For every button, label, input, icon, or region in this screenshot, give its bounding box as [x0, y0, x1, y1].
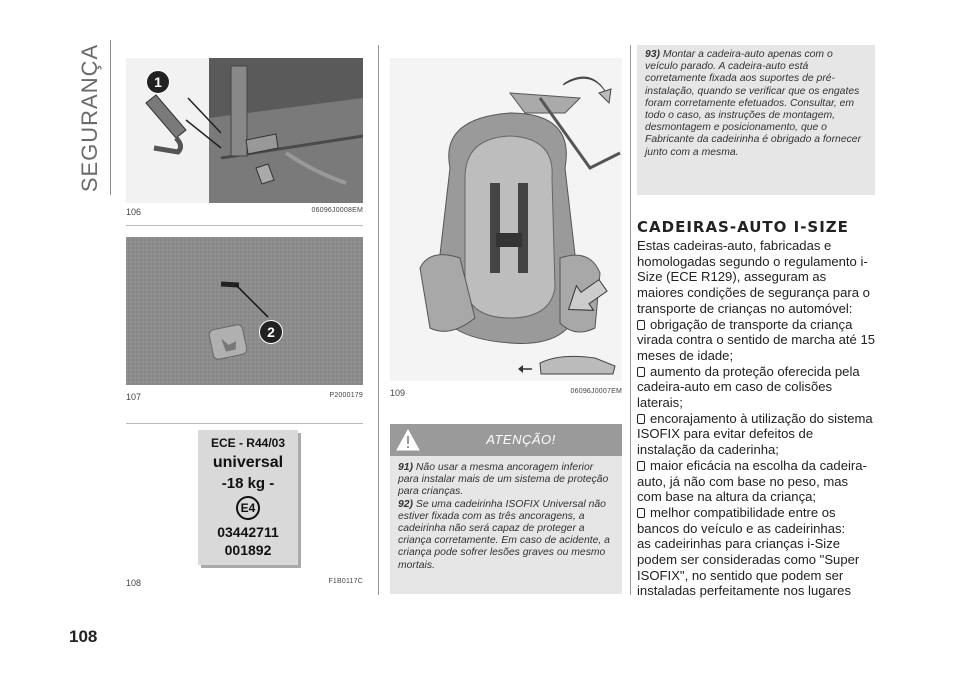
note-93-num: 93) [645, 49, 661, 60]
section-header: SEGURANÇA [77, 43, 102, 193]
section-intro: Estas cadeiras-auto, fabricadas e homologadas segundo o regulamento i-Size (ECE R129), asseguram as maiores condições de segurança para o transporte de crianças no automóvel: [637, 238, 870, 316]
figure-107-caption [126, 392, 363, 404]
figure-109-caption [390, 388, 622, 400]
callout-2: 2 [259, 320, 283, 344]
warning-header [390, 424, 622, 456]
figure-106-number: 106 [126, 207, 142, 217]
warning-item-91-num: 91) [398, 462, 414, 473]
ece-e4-mark [198, 496, 298, 518]
e4-circle-icon: E4 [236, 496, 260, 520]
warning-item-92-text: Se uma cadeirinha ISOFIX Universal não estiver fixada com as três ancoragens, a cadeirinha não será capaz de proteger a criança corretamente. Em caso de acidente, a criança pode sofrer lesões graves ou mesmo mortais. [398, 498, 610, 571]
section-title: CADEIRAS-AUTO I-SIZE [637, 218, 849, 236]
figure-106-code: 06096J0008EM [311, 207, 363, 214]
figure-107-isofix-marker [126, 237, 363, 385]
warning-item-92 [398, 499, 614, 572]
bullet-box-icon [637, 320, 645, 330]
bullet-box-icon [637, 461, 645, 471]
ece-homologation-label [198, 430, 298, 565]
bullet-box-icon [637, 367, 645, 377]
figure-109-number: 109 [390, 388, 406, 398]
figure-divider-2 [126, 423, 363, 424]
bullet-box-icon [637, 508, 645, 518]
bullet-item: melhor compatibilidade entre os bancos do veículo e as cadeirinhas: [637, 504, 846, 536]
figure-109-child-seat [390, 58, 622, 381]
figure-109-code: 06096J0007EM [570, 388, 622, 395]
figure-108-caption [126, 578, 363, 590]
bullet-item: aumento da proteção oferecida pela cadeira-auto em caso de colisões laterais; [637, 363, 860, 411]
ece-approval-number: 03442711 [217, 524, 279, 540]
warning-body [390, 456, 622, 594]
ece-universal: universal [212, 454, 284, 471]
seat-fabric-marker-illustration [126, 237, 363, 385]
bullet-item: encorajamento à utilização do sistema ISOFIX para evitar defeitos de instalação da caderinha; [637, 410, 873, 458]
bullet-item: obrigação de transporte da criança virada contra o sentido de marcha até 15 meses de idade; [637, 316, 876, 363]
figure-106-isofix-handle [126, 58, 363, 203]
ece-weight-range: -18 kg - [221, 475, 275, 492]
column-divider-right [630, 45, 631, 595]
warning-item-91 [398, 462, 614, 499]
figure-106-caption [126, 207, 363, 219]
figure-divider-1 [126, 225, 363, 226]
bullet-box-icon [637, 414, 645, 424]
callout-1: 1 [146, 70, 170, 94]
note-93 [637, 45, 875, 195]
page-number: 108 [69, 627, 98, 646]
section-outro: as cadeirinhas para crianças i-Size podem ser consideradas como "Super ISOFIX", no sentido que podem ser instaladas perfeitamente nos lugares [637, 536, 860, 599]
warning-item-91-text: Não usar a mesma ancoragem inferior para instalar mais de um sistema de proteção para crianças. [398, 462, 609, 498]
ece-regulation: ECE - R44/03 [210, 436, 286, 450]
warning-item-92-num: 92) [398, 498, 414, 510]
warning-title: ATENÇÃO! [486, 432, 556, 447]
section-body [637, 238, 875, 599]
child-seat-illustration [390, 58, 622, 381]
header-rule [110, 40, 111, 195]
figure-107-code: P2000179 [329, 392, 363, 399]
note-93-text: Montar a cadeira-auto apenas com o veículo parado. A cadeira-auto está corretamente fixada aos suportes de pré-instalação, quando se verificar que os engates foram corretamente efetuados. Consultar, em todo o caso, as instruções de montagem, desmontagem e posicionamento, que o Fabricante da cadeirinha é obrigado a fornecer junto com a mesma. [645, 49, 862, 158]
figure-108-code: F1B0117C [328, 578, 363, 585]
column-divider-left [378, 45, 379, 595]
bullet-item: maior eficácia na escolha da cadeira-auto, já não com base no peso, mas com base na altura da criança; [637, 457, 867, 505]
figure-108-number: 108 [126, 578, 142, 588]
figure-107-number: 107 [126, 392, 142, 402]
ece-serial-number: 001892 [224, 542, 272, 558]
